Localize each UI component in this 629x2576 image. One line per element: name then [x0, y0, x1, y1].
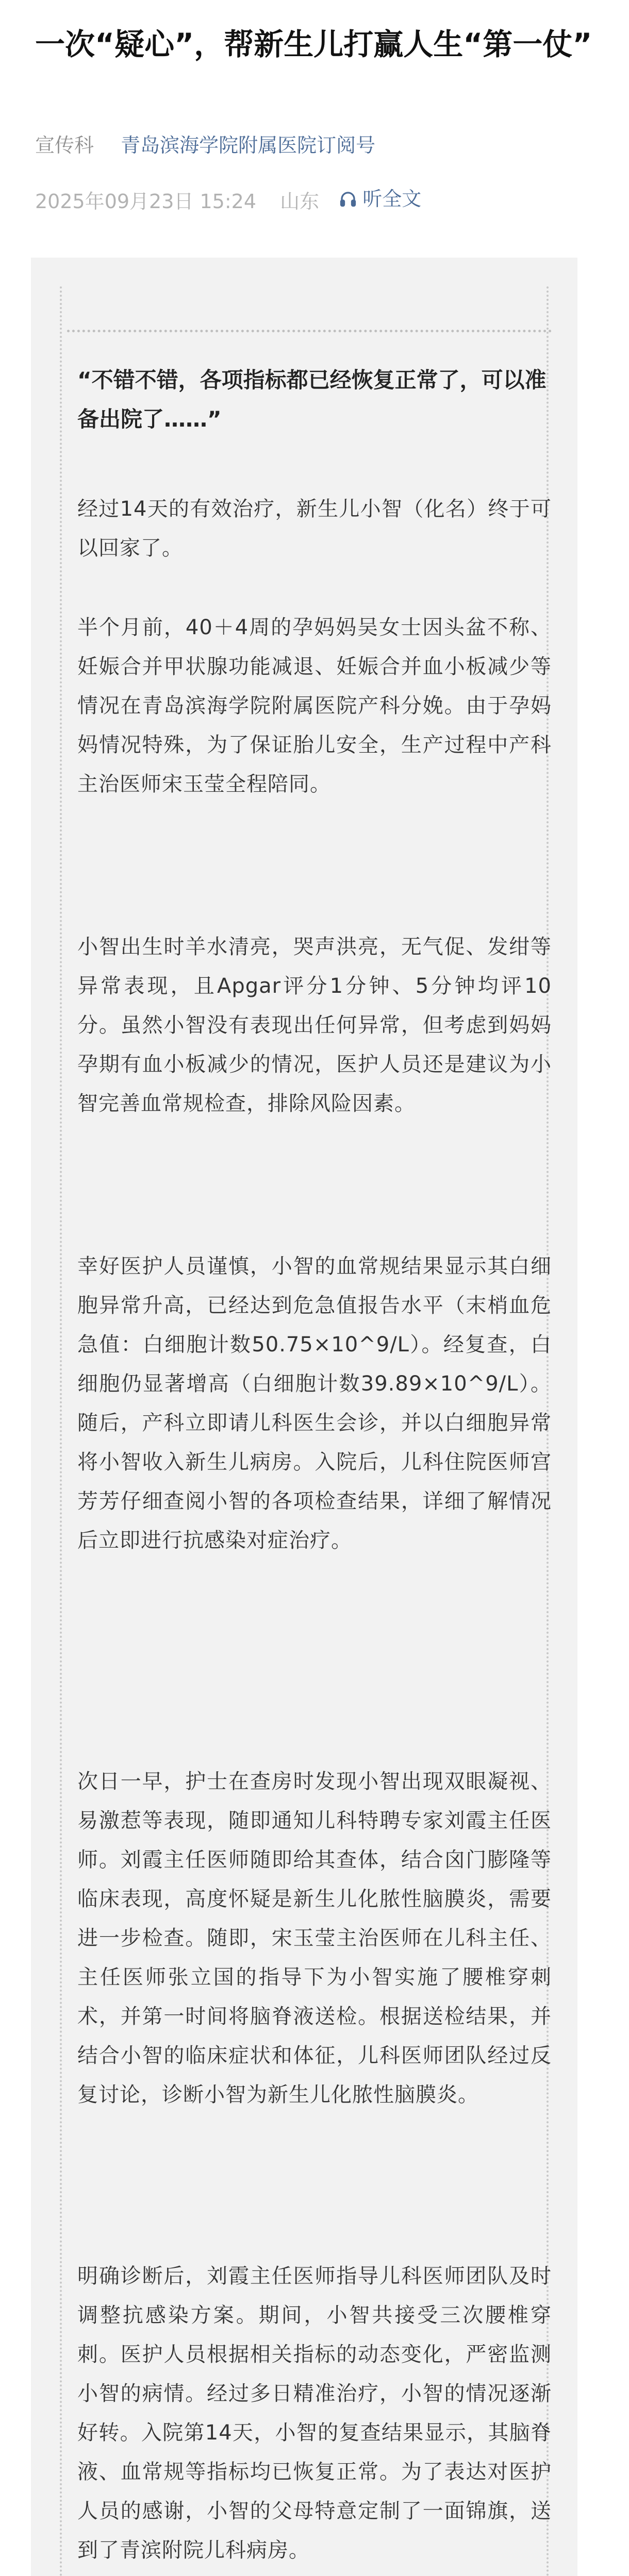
paragraph-2: 半个月前，40＋4周的孕妈妈吴女士因头盆不称、妊娠合并甲状腺功能减退、妊娠合并血小板减少等情况在青岛滨海学院附属医院产科分娩。由于孕妈妈情况特殊，为了保证胎儿安全，生产过程中产科主治医师宋玉莹全程陪同。	[77, 616, 552, 796]
headphones-icon	[339, 190, 357, 208]
publish-datetime: 2025年09月23日 15:24	[35, 190, 257, 213]
article-date-row	[35, 187, 421, 214]
article-title: 一次“疑心”，帮新生儿打赢人生“第一仗”	[35, 27, 592, 62]
listen-label: 听全文	[362, 188, 422, 210]
article-meta-row	[35, 133, 375, 158]
listen-button[interactable]	[339, 187, 421, 211]
category-label: 宣传科	[35, 134, 94, 157]
paragraph-3: 小智出生时羊水清亮，哭声洪亮，无气促、发绀等异常表现，且Apgar评分1分钟、5分钟均评10分。虽然小智没有表现出任何异常，但考虑到妈妈孕期有血小板减少的情况，医护人员还是建议为小智完善血常规检查，排除风险因素。	[77, 935, 552, 1115]
opening-quote: “不错不错，各项指标都已经恢复正常了，可以准备出院了……”	[77, 367, 547, 432]
top-divider	[67, 330, 552, 332]
paragraph-1: 经过14天的有效治疗，新生儿小智（化名）终于可以回家了。	[77, 497, 552, 560]
paragraph-4: 幸好医护人员谨慎，小智的血常规结果显示其白细胞异常升高，已经达到危急值报告水平（末梢血危急值：白细胞计数50.75×10^9/L）。经复查，白细胞仍显著增高（白细胞计数39.89×10^9/L）。随后，产科立即请儿科医生会诊，并以白细胞异常将小智收入新生儿病房。入院后，儿科住院医师宫芳芳仔细查阅小智的各项检查结果，详细了解情况后立即进行抗感染对症治疗。	[77, 1255, 552, 1552]
paragraph-5: 次日一早，护士在查房时发现小智出现双眼凝视、易激惹等表现，随即通知儿科特聘专家刘霞主任医师。刘霞主任医师随即给其查体，结合囟门膨隆等临床表现，高度怀疑是新生儿化脓性脑膜炎，需要进一步检查。随即，宋玉莹主治医师在儿科主任、主任医师张立国的指导下为小智实施了腰椎穿刺术，并第一时间将脑脊液送检。根据送检结果，并结合小智的临床症状和体征，儿科医师团队经过反复讨论，诊断小智为新生儿化脓性脑膜炎。	[77, 1770, 552, 2107]
paragraph-6: 明确诊断后，刘霞主任医师指导儿科医师团队及时调整抗感染方案。期间，小智共接受三次腰椎穿刺。医护人员根据相关指标的动态变化，严密监测小智的病情。经过多日精准治疗，小智的情况逐渐好转。入院第14天，小智的复查结果显示，其脑脊液、血常规等指标均已恢复正常。为了表达对医护人员的感谢，小智的父母特意定制了一面锦旗，送到了青滨附院儿科病房。	[77, 2264, 552, 2562]
account-link[interactable]: 青岛滨海学院附属医院订阅号	[121, 134, 376, 157]
publish-location: 山东	[280, 190, 320, 213]
